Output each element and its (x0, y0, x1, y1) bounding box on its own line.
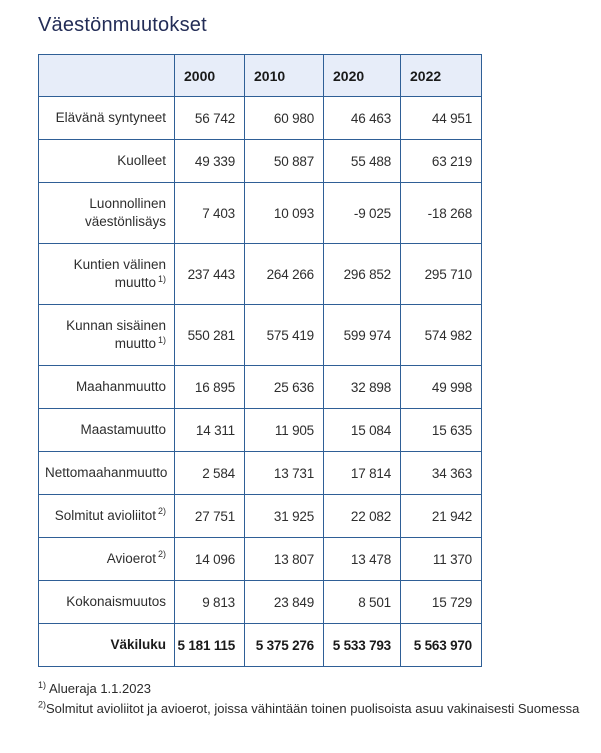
cell-2020: 5 533 793 (324, 624, 401, 667)
row-label-text: Väkiluku (110, 636, 166, 652)
cell-2022: 295 710 (401, 244, 482, 305)
cell-2022: 5 563 970 (401, 624, 482, 667)
cell-2020: -9 025 (324, 183, 401, 244)
footnote-1-marker: 1) (38, 679, 47, 690)
footnote-ref: 2) (157, 506, 166, 517)
row-label-text: Avioerot (106, 550, 156, 566)
row-label-text: Kunnan sisäinen muutto (66, 317, 166, 351)
table-row-vakiluku-total (39, 624, 482, 667)
table-row-solmitut-avioliitot (39, 495, 482, 538)
footnote-ref: 1) (157, 334, 166, 345)
footnote-ref: 1) (157, 273, 166, 284)
row-label-text: Maahanmuutto (75, 378, 166, 394)
row-label (39, 538, 175, 581)
cell-2020: 13 478 (324, 538, 401, 581)
row-label (39, 409, 175, 452)
cell-2020: 32 898 (324, 366, 401, 409)
cell-2022: -18 268 (401, 183, 482, 244)
header-row (39, 55, 482, 97)
cell-2010: 31 925 (245, 495, 324, 538)
table-row-kuolleet (39, 140, 482, 183)
row-label (39, 140, 175, 183)
footnotes (38, 679, 590, 719)
row-label (39, 452, 175, 495)
cell-2000: 237 443 (175, 244, 245, 305)
row-label (39, 495, 175, 538)
row-label-text: Maastamuutto (80, 421, 166, 437)
table-row-maastamuutto (39, 409, 482, 452)
cell-2000: 49 339 (175, 140, 245, 183)
cell-2000: 56 742 (175, 97, 245, 140)
cell-2022: 44 951 (401, 97, 482, 140)
column-header-2022: 2022 (401, 55, 482, 97)
cell-2010: 60 980 (245, 97, 324, 140)
row-label-text: Elävänä syntyneet (55, 109, 166, 125)
footnote-2-marker: 2) (38, 699, 47, 710)
row-label (39, 97, 175, 140)
row-label-text: Kuolleet (117, 152, 166, 168)
row-label (39, 624, 175, 667)
row-label (39, 244, 175, 305)
footnote-1-text: Alueraja 1.1.2023 (49, 681, 151, 696)
row-label (39, 581, 175, 624)
cell-2022: 574 982 (401, 305, 482, 366)
cell-2020: 8 501 (324, 581, 401, 624)
table-row-kuntien-valinen-muutto (39, 244, 482, 305)
cell-2000: 7 403 (175, 183, 245, 244)
cell-2020: 15 084 (324, 409, 401, 452)
row-label-text: Solmitut avioliitot (54, 507, 156, 523)
cell-2020: 46 463 (324, 97, 401, 140)
table-row-elavana-syntyneet (39, 97, 482, 140)
column-header-empty (39, 55, 175, 97)
cell-2022: 11 370 (401, 538, 482, 581)
cell-2000: 9 813 (175, 581, 245, 624)
cell-2010: 23 849 (245, 581, 324, 624)
footnote-1 (38, 679, 590, 699)
column-header-2000: 2000 (175, 55, 245, 97)
table-row-kokonaismuutos (39, 581, 482, 624)
row-label-text: Kuntien välinen muutto (73, 256, 166, 290)
table-row-maahanmuutto (39, 366, 482, 409)
cell-2022: 15 729 (401, 581, 482, 624)
cell-2020: 599 974 (324, 305, 401, 366)
cell-2010: 13 731 (245, 452, 324, 495)
footnote-ref: 2) (157, 549, 166, 560)
cell-2010: 50 887 (245, 140, 324, 183)
cell-2010: 264 266 (245, 244, 324, 305)
column-header-2010: 2010 (245, 55, 324, 97)
cell-2010: 10 093 (245, 183, 324, 244)
population-changes-table (38, 54, 482, 667)
cell-2010: 25 636 (245, 366, 324, 409)
cell-2022: 34 363 (401, 452, 482, 495)
cell-2000: 16 895 (175, 366, 245, 409)
cell-2000: 550 281 (175, 305, 245, 366)
cell-2022: 15 635 (401, 409, 482, 452)
row-label (39, 183, 175, 244)
cell-2020: 17 814 (324, 452, 401, 495)
row-label (39, 366, 175, 409)
cell-2000: 27 751 (175, 495, 245, 538)
cell-2000: 14 311 (175, 409, 245, 452)
cell-2010: 13 807 (245, 538, 324, 581)
cell-2022: 49 998 (401, 366, 482, 409)
row-label-text: Kokonaismuutos (66, 593, 166, 609)
cell-2000: 2 584 (175, 452, 245, 495)
footnote-2 (38, 699, 590, 719)
page-title: Väestönmuutokset (38, 14, 207, 36)
cell-2020: 296 852 (324, 244, 401, 305)
cell-2020: 22 082 (324, 495, 401, 538)
table-row-kunnan-sisainen-muutto (39, 305, 482, 366)
cell-2000: 5 181 115 (175, 624, 245, 667)
cell-2010: 5 375 276 (245, 624, 324, 667)
row-label (39, 305, 175, 366)
cell-2022: 21 942 (401, 495, 482, 538)
cell-2022: 63 219 (401, 140, 482, 183)
table-row-luonnollinen-vaestonlisays (39, 183, 482, 244)
cell-2000: 14 096 (175, 538, 245, 581)
cell-2010: 575 419 (245, 305, 324, 366)
table-row-nettomaahanmuutto (39, 452, 482, 495)
column-header-2020: 2020 (324, 55, 401, 97)
cell-2020: 55 488 (324, 140, 401, 183)
footnote-2-text: Solmitut avioliitot ja avioerot, joissa vähintään toinen puolisoista asuu vakinaisesti Suomessa (46, 701, 580, 717)
table-row-avioerot (39, 538, 482, 581)
row-label-text: Nettomaahanmuutto (45, 464, 168, 480)
row-label-text: Luonnollinen väestönlisäys (84, 195, 166, 229)
cell-2010: 11 905 (245, 409, 324, 452)
